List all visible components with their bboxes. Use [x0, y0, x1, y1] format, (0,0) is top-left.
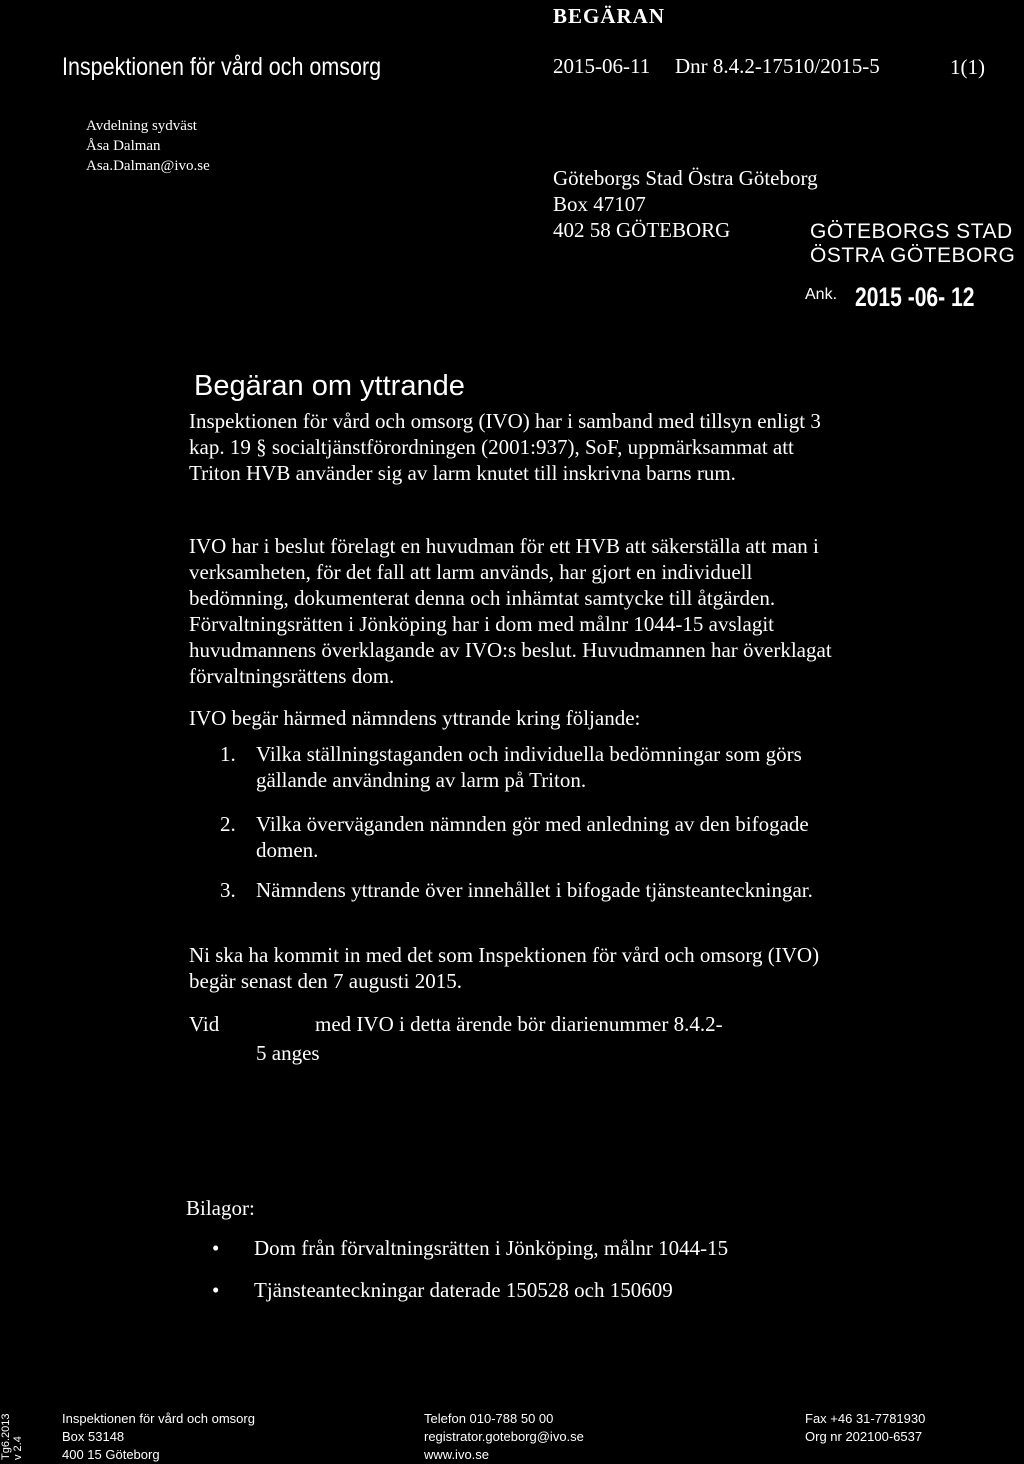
form-code-line2: v 2.4: [12, 1436, 24, 1460]
reference-text-middle: med IVO i detta ärende bör diarienummer 8.4.2-: [315, 1012, 723, 1036]
list-item-number: 1.: [220, 742, 236, 766]
diary-number: Dnr 8.4.2-17510/2015-5: [675, 54, 880, 78]
list-item-text: Nämndens yttrande över innehållet i bifogade tjänsteanteckningar.: [256, 878, 813, 902]
document-type: BEGÄRAN: [553, 4, 666, 28]
reference-text-end: 5 anges: [256, 1041, 320, 1065]
attachment-item: Dom från förvaltningsrätten i Jönköping, målnr 1044-15: [254, 1236, 729, 1260]
page-number: 1(1): [950, 55, 985, 79]
paragraph-background: IVO har i beslut förelagt en huvudman för ett HVB att säkerställa att man i verksamheten, för det fall att larm används, har gjort en individuell bedömning, dokumenterat denna och inhämtat samtycke till åtgärden. Förvaltningsrätten i Jönköping har i dom med målnr 1044-15 avslagit huvudmannens överklagande av IVO:s beslut. Huvudmannen har överklagat förvaltningsrättens dom.: [189, 534, 832, 688]
footer-phone: Telefon 010-788 50 00: [424, 1411, 554, 1426]
attachments-label: Bilagor:: [186, 1196, 255, 1220]
form-code: [0, 1414, 24, 1460]
sender-name: Åsa Dalman: [86, 138, 161, 154]
agency-name: Inspektionen för vård och omsorg: [62, 53, 382, 81]
paragraph-deadline: Ni ska ha kommit in med det som Inspektionen för vård och omsorg (IVO) begär senast den 7 augusti 2015.: [189, 943, 820, 993]
footer-org-number: Org nr 202100-6537: [805, 1429, 923, 1444]
document-date: 2015-06-11: [553, 54, 651, 78]
sender-email[interactable]: Asa.Dalman@ivo.se: [86, 158, 210, 174]
received-stamp-date: 2015 -06- 12: [855, 282, 975, 312]
attachment-item: Tjänsteanteckningar daterade 150528 och 150609: [254, 1278, 673, 1302]
list-item-text: Vilka ställningstaganden och individuella bedömningar som görs gällande användning av larm på Triton.: [256, 742, 802, 792]
recipient-name: Göteborgs Stad Östra Göteborg: [553, 166, 818, 190]
paragraph-request: IVO begär härmed nämndens yttrande kring följande:: [189, 706, 641, 730]
footer-postal: 400 15 Göteborg: [62, 1447, 160, 1462]
sender-department: Avdelning sydväst: [86, 118, 197, 134]
list-item-number: 3.: [220, 878, 236, 902]
received-stamp-line2: ÖSTRA GÖTEBORG: [810, 244, 1016, 267]
footer-box: Box 53148: [62, 1429, 125, 1444]
footer-agency: Inspektionen för vård och omsorg: [62, 1411, 255, 1426]
footer-misc: [805, 1410, 925, 1446]
page-title: Begäran om yttrande: [194, 370, 465, 402]
list-item-number: 2.: [220, 812, 236, 836]
bullet-icon: •: [212, 1278, 220, 1302]
footer-email[interactable]: registrator.goteborg@ivo.se: [424, 1429, 584, 1444]
paragraph-intro: Inspektionen för vård och omsorg (IVO) har i samband med tillsyn enligt 3 kap. 19 § socialtjänstförordningen (2001:937), SoF, uppmärksammat att Triton HVB använder sig av larm knutet till inskrivna barns rum.: [189, 409, 821, 485]
reference-text-start: Vid: [189, 1012, 220, 1036]
received-stamp-line1: GÖTEBORGS STAD: [810, 220, 1013, 243]
recipient-postal: 402 58 GÖTEBORG: [553, 218, 731, 242]
recipient-box: Box 47107: [553, 192, 646, 216]
footer-website[interactable]: www.ivo.se: [424, 1447, 490, 1462]
form-code-line1: Tg6.2013: [0, 1413, 12, 1460]
list-item-text: Vilka överväganden nämnden gör med anledning av den bifogade domen.: [256, 812, 809, 862]
received-stamp-ank: Ank.: [805, 286, 838, 303]
footer-address: [62, 1410, 255, 1464]
footer-contact: [424, 1410, 584, 1464]
bullet-icon: •: [212, 1236, 220, 1260]
footer-fax: Fax +46 31-7781930: [805, 1411, 926, 1426]
